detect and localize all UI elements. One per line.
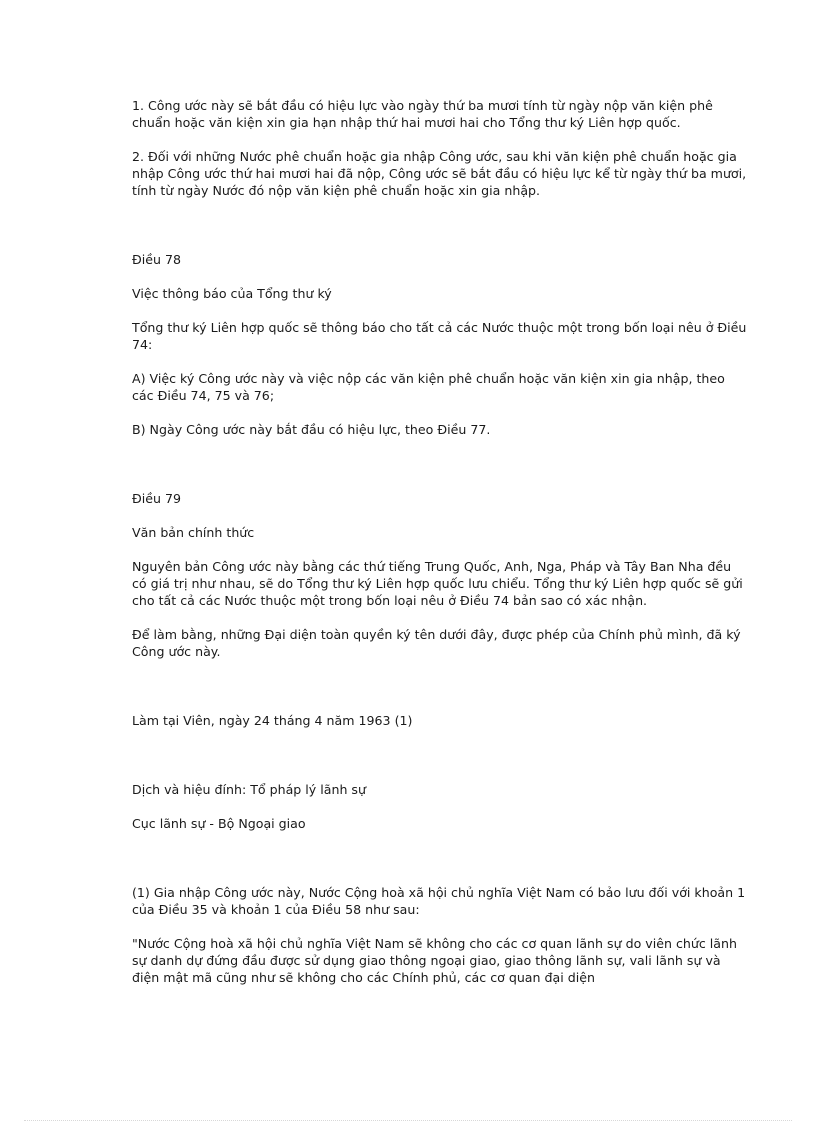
footnote-paragraph-1: (1) Gia nhập Công ước này, Nước Cộng hoà xã hội chủ nghĩa Việt Nam có bảo lưu đối với khoản 1 của Điều 35 và khoản 1 của Điều 58 như sau: (132, 885, 746, 917)
article-77-clause-1: 1. Công ước này sẽ bắt đầu có hiệu lực vào ngày thứ ba mươi tính từ ngày nộp văn kiện phê chuẩn hoặc văn kiện xin gia hạn nhập thứ hai mươi hai cho Tổng thư ký Liên hợp quốc. (132, 98, 713, 130)
translator-credit: Dịch và hiệu đính: Tổ pháp lý lãnh sự (132, 782, 366, 797)
place-and-date: Làm tại Viên, ngày 24 tháng 4 năm 1963 (1) (132, 713, 413, 728)
article-79-paragraph-1: Nguyên bản Công ước này bằng các thứ tiếng Trung Quốc, Anh, Nga, Pháp và Tây Ban Nha đều có giá trị như nhau, sẽ do Tổng thư ký Liên hợp quốc lưu chiểu. Tổng thư ký Liên hợp quốc sẽ gửi cho tất cả các Nước thuộc một trong bốn loại nêu ở Điều 74 bản sao có xác nhận. (132, 559, 743, 608)
article-79-heading: Điều 79 (132, 491, 182, 506)
article-79-paragraph-2: Để làm bằng, những Đại diện toàn quyền ký tên dưới đây, được phép của Chính phủ mình, đã ký Công ước này. (132, 627, 741, 659)
article-78-title: Việc thông báo của Tổng thư ký (132, 286, 332, 301)
document-body (132, 97, 747, 986)
article-78-heading: Điều 78 (132, 252, 182, 267)
article-78-item-b: B) Ngày Công ước này bắt đầu có hiệu lực, theo Điều 77. (132, 422, 491, 437)
article-79-title: Văn bản chính thức (132, 525, 255, 540)
footnote-paragraph-2: "Nước Cộng hoà xã hội chủ nghĩa Việt Nam sẽ không cho các cơ quan lãnh sự do viên chức lãnh sự danh dự đứng đầu được sử dụng giao thông ngoại giao, giao thông lãnh sự, vali lãnh sự và điện mật mã cũng như sẽ không cho các Chính phủ, các cơ quan đại diện (132, 936, 737, 985)
issuing-department: Cục lãnh sự - Bộ Ngoại giao (132, 816, 306, 831)
article-77-clause-2: 2. Đối với những Nước phê chuẩn hoặc gia nhập Công ước, sau khi văn kiện phê chuẩn hoặc gia nhập Công ước thứ hai mươi hai đã nộp, Công ước sẽ bắt đầu có hiệu lực kể từ ngày thứ ba mươi, tính từ ngày Nước đó nộp văn kiện phê chuẩn hoặc xin gia nhập. (132, 149, 747, 198)
article-78-intro: Tổng thư ký Liên hợp quốc sẽ thông báo cho tất cả các Nước thuộc một trong bốn loại nêu ở Điều 74: (132, 320, 747, 352)
page-bottom-divider (24, 1120, 792, 1121)
article-78-item-a: A) Việc ký Công ước này và việc nộp các văn kiện phê chuẩn hoặc văn kiện xin gia nhập, theo các Điều 74, 75 và 76; (132, 371, 725, 403)
